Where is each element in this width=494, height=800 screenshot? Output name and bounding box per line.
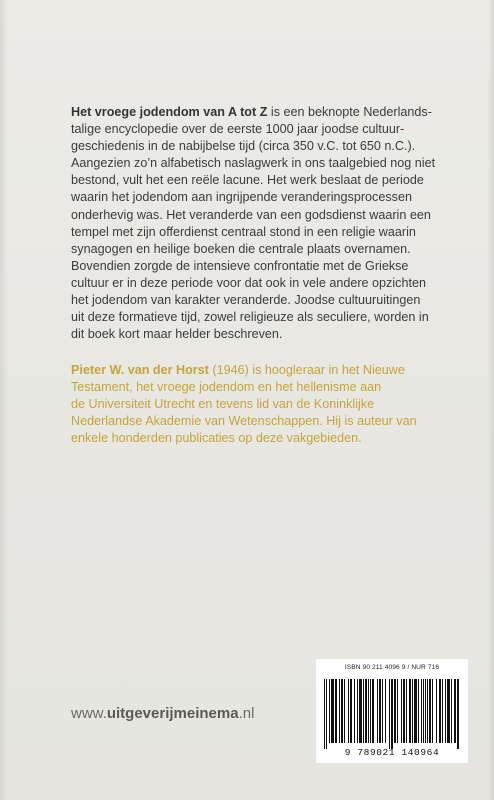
- author-bio-line: Pieter W. van der Horst (1946) is hoogleraar in het Nieuwe: [71, 363, 405, 377]
- barcode-bar: [427, 679, 428, 743]
- barcode-bar: [406, 679, 407, 743]
- barcode-bar: [442, 679, 443, 743]
- barcode-bar: [385, 679, 386, 743]
- barcode-bar: [394, 679, 396, 743]
- barcode-bar: [418, 679, 419, 743]
- description-line: waarin het jodendom aan ingrijpende veranderingsprocessen: [71, 190, 412, 205]
- edge-shadow: [488, 0, 494, 800]
- barcode-bar: [368, 679, 369, 743]
- description-line: geschiedenis in de nabijbelse tijd (circa 350 v.C. tot 650 n.C.).: [71, 139, 416, 154]
- barcode-bar: [379, 679, 381, 743]
- description-line: uit deze formatieve tijd, zowel religieuze als seculiere, worden in: [71, 310, 429, 325]
- barcode-bar: [331, 679, 334, 743]
- description-line: onderhevig was. Het veranderde van een godsdienst waarin een: [71, 207, 431, 222]
- author-name: Pieter W. van der Horst: [71, 363, 209, 377]
- barcode-bar: [414, 679, 417, 743]
- barcode-bar: [377, 679, 378, 743]
- barcode-bar: [370, 679, 371, 743]
- barcode-bar: [365, 679, 367, 743]
- barcode-bar: [397, 679, 398, 743]
- barcode-bar: [421, 679, 422, 743]
- description-line: het jodendom van karakter veranderde. Joodse cultuuruitingen: [71, 293, 421, 308]
- barcode-bar: [412, 679, 413, 743]
- description-line: Bovendien zorgde de intensieve confrontatie met de Griekse: [71, 258, 409, 273]
- barcode-bar: [372, 679, 374, 743]
- description-line: cultuur er in deze periode voor dat ook in vele andere opzichten: [71, 275, 426, 290]
- barcode-icon: [324, 679, 460, 749]
- barcode-bar: [329, 679, 330, 743]
- isbn-text: ISBN 90 211 4096 9 / NUR 716: [344, 664, 440, 671]
- barcode-bar: [447, 679, 450, 743]
- author-bio-line: de Universiteit Utrecht en tevens lid van de Koninklijke: [71, 397, 375, 412]
- book-description: [71, 104, 441, 343]
- barcode-bar: [445, 679, 446, 743]
- barcode-bar: [382, 679, 383, 743]
- barcode-bar: [339, 679, 340, 743]
- barcode-bar: [432, 679, 433, 743]
- barcode-bar: [354, 679, 355, 743]
- barcode-label: [316, 659, 468, 763]
- author-bio: [71, 362, 441, 447]
- description-line: dit boek kort maar helder beschreven.: [71, 327, 283, 342]
- barcode-bar: [423, 679, 424, 743]
- spine-shadow: [0, 0, 8, 800]
- barcode-bar: [391, 679, 393, 749]
- barcode-bar: [436, 679, 437, 743]
- publisher-website[interactable]: www.uitgeverijmeinema.nl: [71, 705, 255, 722]
- barcode-bar: [350, 679, 352, 743]
- barcode-bar: [359, 679, 362, 743]
- barcode-bar: [425, 679, 426, 743]
- description-line: Het vroege jodendom van A tot Z is een beknopte Nederlands-: [71, 105, 432, 119]
- description-line: Aangezien zo’n alfabetisch naslagwerk in ons taalgebied nog niet: [71, 156, 436, 171]
- barcode-bar: [409, 679, 411, 743]
- barcode-bar: [451, 679, 452, 743]
- barcode-bar: [357, 679, 358, 743]
- barcode-bar: [439, 679, 441, 743]
- author-bio-line: Nederlandse Akademie van Wetenschappen. Hij is auteur van: [71, 414, 417, 429]
- description-line: bestond, vult het een reële lacune. Het werk beslaat de periode: [71, 173, 424, 188]
- barcode-bar: [457, 679, 459, 749]
- barcode-bar: [326, 679, 327, 749]
- book-title: Het vroege jodendom van A tot Z: [71, 105, 268, 119]
- barcode-bar: [454, 679, 456, 743]
- barcode-bar: [403, 679, 405, 743]
- barcode-bar: [341, 679, 343, 743]
- author-bio-line: Testament, het vroege jodendom en het hellenisme aan: [71, 380, 382, 395]
- barcode-bar: [335, 679, 337, 743]
- description-line: tempel met zijn offerdienst centraal stond in een religie waarin: [71, 224, 416, 239]
- description-line: synagogen en heilige boeken die centrale plaats overnamen.: [71, 241, 411, 256]
- description-line: talige encyclopedie over de eerste 1000 jaar joodse cultuur-: [71, 122, 405, 137]
- publisher-name: uitgeverijmeinema: [106, 705, 239, 722]
- barcode-number: 9 789021 140964: [344, 747, 440, 758]
- barcode-bar: [348, 679, 349, 743]
- author-bio-line: enkele honderden publicaties op deze vakgebieden.: [71, 431, 362, 446]
- barcode-bar: [363, 679, 364, 743]
- barcode-bar: [324, 679, 325, 749]
- barcode-bar: [389, 679, 390, 749]
- barcode-bar: [429, 679, 431, 743]
- barcode-bar: [401, 679, 402, 743]
- barcode-bar: [344, 679, 345, 743]
